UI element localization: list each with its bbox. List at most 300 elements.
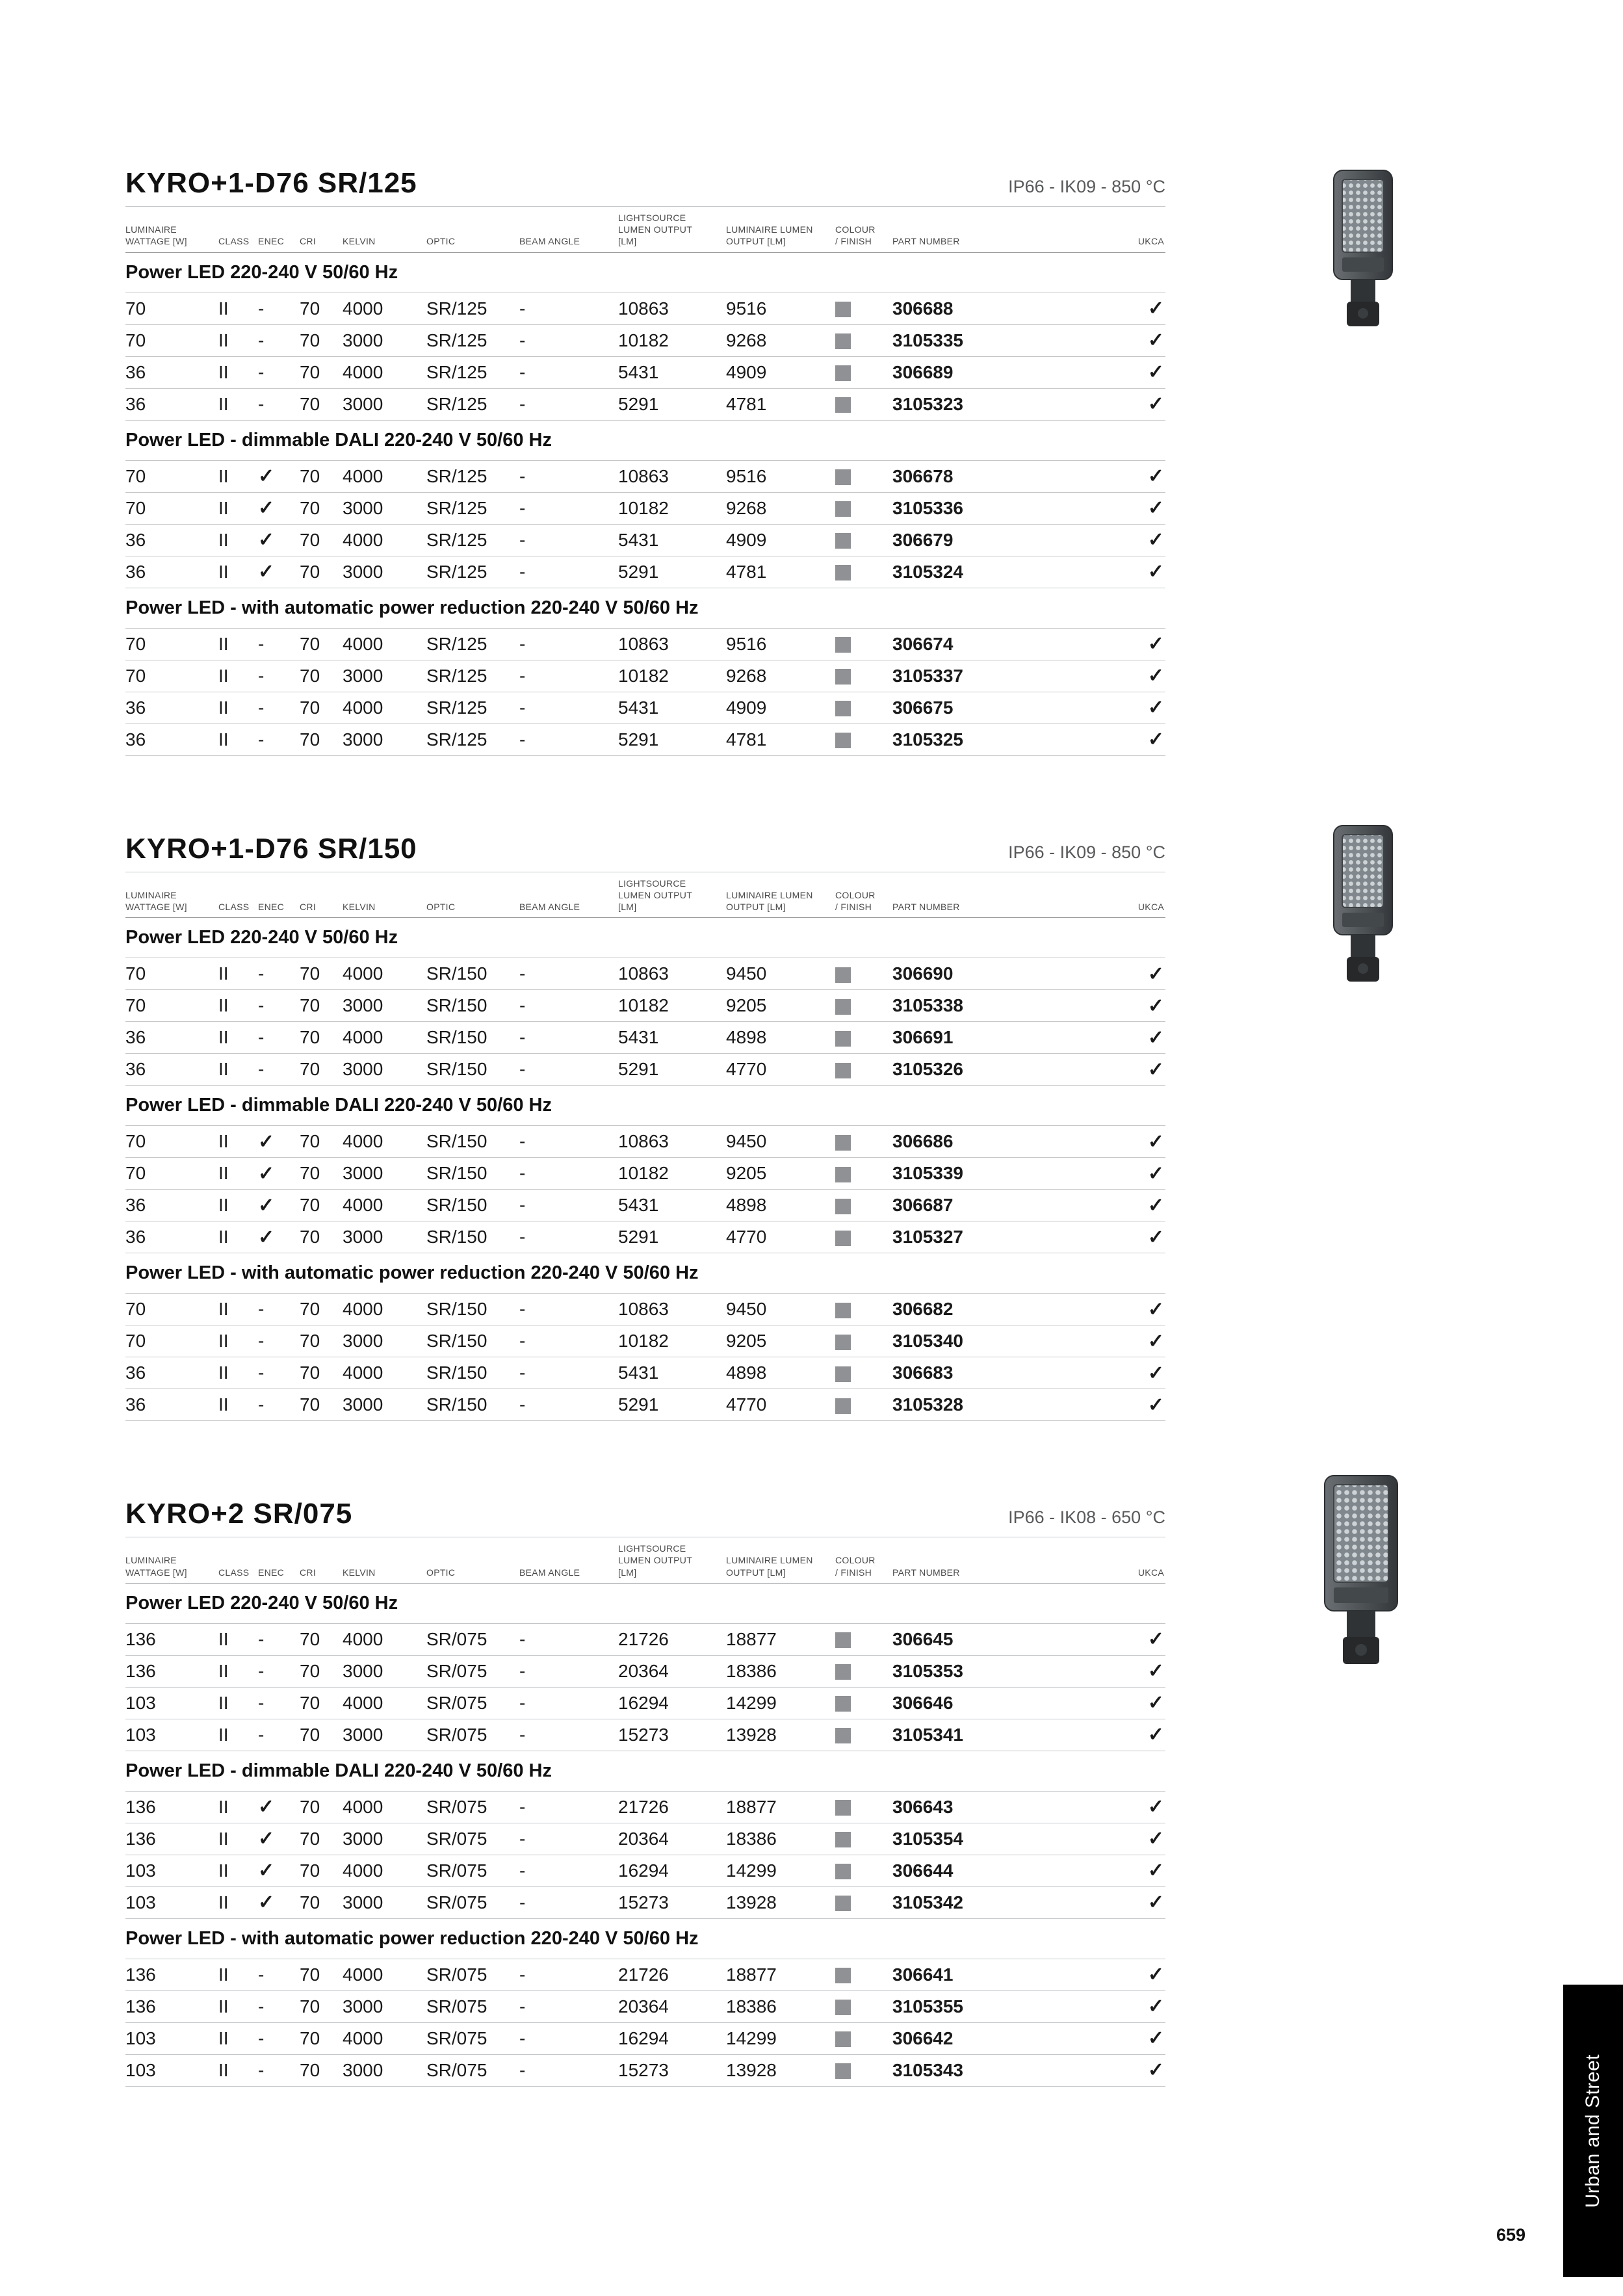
cell-colour-finish: [835, 1059, 892, 1080]
colour-swatch: [835, 333, 851, 349]
cell-cri: 70: [300, 1964, 320, 1985]
column-header: LUMINAIRE LUMEN OUTPUT [LM]: [726, 224, 813, 247]
cell-wattage: 70: [125, 465, 146, 486]
cell-part-number: 306689: [892, 361, 954, 382]
table-row: [125, 1855, 1165, 1887]
colour-swatch: [835, 1632, 851, 1648]
colour-swatch: [835, 501, 851, 517]
cell-class: II: [218, 2059, 229, 2080]
cell-colour-finish: [835, 1996, 892, 2017]
cell-beam_angle: -: [519, 330, 526, 350]
cell-wattage: 36: [125, 1363, 146, 1383]
cell-class: II: [218, 995, 229, 1016]
cell-optic: SR/150: [426, 995, 487, 1016]
cell-wattage: 36: [125, 361, 146, 382]
cell-class: II: [218, 561, 229, 582]
category-side-tab: [1563, 1985, 1623, 2277]
cell-ukca: ✓: [1147, 1692, 1164, 1714]
cell-cri: 70: [300, 633, 320, 654]
cell-class: II: [218, 1131, 229, 1152]
cell-class: II: [218, 465, 229, 486]
cell-beam_angle: -: [519, 1331, 526, 1351]
cell-class: II: [218, 1195, 229, 1216]
cell-beam_angle: -: [519, 1227, 526, 1247]
cell-class: II: [218, 1692, 229, 1713]
table-row: [125, 1719, 1165, 1751]
cell-enec: ✓: [258, 497, 275, 519]
group-label: Power LED 220-240 V 50/60 Hz: [125, 918, 1165, 958]
column-header: PART NUMBER: [892, 236, 960, 247]
cell-kelvin: 4000: [343, 633, 383, 654]
cell-luminaire_lm: 9516: [726, 298, 767, 319]
cell-luminaire_lm: 18386: [726, 1660, 777, 1681]
table-row: [125, 724, 1165, 756]
cell-part-number: 306691: [892, 1027, 954, 1048]
table-row: [125, 1022, 1165, 1054]
cell-class: II: [218, 298, 229, 319]
cell-optic: SR/150: [426, 1227, 487, 1247]
street-luminaire-icon: [1326, 168, 1400, 332]
colour-swatch: [835, 1800, 851, 1816]
cell-optic: SR/075: [426, 1892, 487, 1912]
cell-luminaire_lm: 14299: [726, 2028, 777, 2048]
cell-class: II: [218, 1299, 229, 1320]
cell-kelvin: 4000: [343, 1692, 383, 1713]
cell-lightsource_lm: 16294: [618, 2028, 669, 2048]
cell-kelvin: 3000: [343, 1892, 383, 1912]
cell-wattage: 103: [125, 2059, 156, 2080]
cell-kelvin: 3000: [343, 2059, 383, 2080]
cell-enec: -: [258, 963, 265, 984]
column-header: CLASS: [218, 236, 250, 247]
ip-rating: IP66 - IK09 - 850 °C: [1008, 842, 1165, 862]
cell-cri: 70: [300, 1660, 320, 1681]
cell-part-number: 306683: [892, 1363, 954, 1383]
table-row: [125, 525, 1165, 556]
cell-class: II: [218, 1059, 229, 1080]
cell-beam_angle: -: [519, 697, 526, 718]
cell-luminaire_lm: 4770: [726, 1059, 767, 1080]
cell-enec: -: [258, 697, 265, 718]
cell-wattage: 136: [125, 1660, 156, 1681]
column-header: ENEC: [258, 236, 285, 247]
table-row: [125, 1325, 1165, 1357]
cell-part-number: 306642: [892, 2028, 954, 2048]
cell-kelvin: 3000: [343, 1163, 383, 1184]
column-header: ENEC: [258, 901, 285, 912]
cell-part-number: 306643: [892, 1796, 954, 1817]
cell-beam_angle: -: [519, 995, 526, 1016]
cell-cri: 70: [300, 1796, 320, 1817]
cell-beam_angle: -: [519, 1299, 526, 1320]
colour-swatch: [835, 637, 851, 653]
cell-optic: SR/075: [426, 1724, 487, 1745]
table-row: [125, 629, 1165, 660]
cell-part-number: 3105337: [892, 665, 964, 686]
cell-enec: ✓: [258, 561, 275, 583]
cell-part-number: 306674: [892, 633, 954, 654]
colour-swatch: [835, 1231, 851, 1246]
cell-kelvin: 3000: [343, 1059, 383, 1080]
cell-beam_angle: -: [519, 1363, 526, 1383]
column-header: UKCA: [1137, 1567, 1164, 1578]
cell-beam_angle: -: [519, 1692, 526, 1713]
group-label: Power LED 220-240 V 50/60 Hz: [125, 253, 1165, 293]
cell-optic: SR/150: [426, 1059, 487, 1080]
cell-optic: SR/150: [426, 1027, 487, 1048]
cell-enec: -: [258, 665, 265, 686]
cell-enec: ✓: [258, 1828, 275, 1850]
cell-colour-finish: [835, 394, 892, 415]
cell-colour-finish: [835, 1027, 892, 1048]
table-row: [125, 990, 1165, 1022]
cell-wattage: 70: [125, 963, 146, 984]
column-header: LUMINAIRE WATTAGE [W]: [125, 889, 187, 912]
cell-colour-finish: [835, 1829, 892, 1849]
cell-class: II: [218, 1027, 229, 1048]
cell-wattage: 36: [125, 1394, 146, 1415]
cell-beam_angle: -: [519, 1027, 526, 1048]
colour-swatch: [835, 1696, 851, 1712]
cell-kelvin: 4000: [343, 2028, 383, 2048]
table-row: [125, 2055, 1165, 2087]
cell-kelvin: 4000: [343, 361, 383, 382]
cell-enec: -: [258, 1692, 265, 1713]
cell-part-number: 306679: [892, 529, 954, 550]
product-section: [125, 167, 1165, 756]
cell-cri: 70: [300, 697, 320, 718]
cell-lightsource_lm: 21726: [618, 1964, 669, 1985]
cell-kelvin: 4000: [343, 697, 383, 718]
table-header: [125, 206, 1165, 253]
cell-cri: 70: [300, 1331, 320, 1351]
cell-class: II: [218, 1724, 229, 1745]
cell-part-number: 3105355: [892, 1996, 964, 2016]
cell-ukca: ✓: [1147, 1194, 1164, 1216]
column-header: COLOUR / FINISH: [835, 224, 876, 247]
cell-wattage: 70: [125, 665, 146, 686]
cell-beam_angle: -: [519, 361, 526, 382]
cell-optic: SR/125: [426, 465, 487, 486]
cell-wattage: 36: [125, 729, 146, 750]
cell-class: II: [218, 1828, 229, 1849]
cell-part-number: 3105338: [892, 995, 964, 1016]
cell-luminaire_lm: 9450: [726, 963, 767, 984]
cell-class: II: [218, 1363, 229, 1383]
cell-ukca: ✓: [1147, 1226, 1164, 1248]
cell-wattage: 136: [125, 1996, 156, 2016]
cell-optic: SR/075: [426, 1828, 487, 1849]
column-header: CLASS: [218, 901, 250, 912]
cell-cri: 70: [300, 1163, 320, 1184]
cell-part-number: 3105342: [892, 1892, 964, 1912]
column-header: PART NUMBER: [892, 901, 960, 912]
cell-wattage: 136: [125, 1796, 156, 1817]
cell-ukca: ✓: [1147, 995, 1164, 1017]
cell-ukca: ✓: [1147, 665, 1164, 687]
cell-enec: -: [258, 1027, 265, 1048]
cell-beam_angle: -: [519, 2059, 526, 2080]
cell-optic: SR/125: [426, 529, 487, 550]
cell-beam_angle: -: [519, 1131, 526, 1152]
cell-kelvin: 4000: [343, 1964, 383, 1985]
cell-wattage: 70: [125, 1331, 146, 1351]
column-header: OPTIC: [426, 236, 456, 247]
colour-swatch: [835, 533, 851, 549]
cell-wattage: 36: [125, 697, 146, 718]
cell-colour-finish: [835, 1299, 892, 1320]
cell-enec: -: [258, 2059, 265, 2080]
cell-optic: SR/150: [426, 1131, 487, 1152]
cell-enec: -: [258, 361, 265, 382]
cell-lightsource_lm: 10182: [618, 995, 669, 1016]
cell-enec: ✓: [258, 1796, 275, 1818]
cell-ukca: ✓: [1147, 1860, 1164, 1882]
cell-part-number: 3105354: [892, 1828, 964, 1849]
column-header: LIGHTSOURCE LUMEN OUTPUT [LM]: [618, 1543, 692, 1578]
cell-ukca: ✓: [1147, 1628, 1164, 1650]
street-luminaire-icon: [1326, 823, 1400, 987]
cell-cri: 70: [300, 2028, 320, 2048]
section-head: [125, 167, 1165, 206]
table-row: [125, 660, 1165, 692]
cell-ukca: ✓: [1147, 633, 1164, 655]
cell-part-number: 3105343: [892, 2059, 964, 2080]
cell-ukca: ✓: [1147, 298, 1164, 320]
cell-wattage: 36: [125, 1027, 146, 1048]
cell-lightsource_lm: 10182: [618, 665, 669, 686]
cell-enec: ✓: [258, 1892, 275, 1914]
cell-beam_angle: -: [519, 393, 526, 414]
cell-cri: 70: [300, 1027, 320, 1048]
cell-ukca: ✓: [1147, 1892, 1164, 1914]
column-header: LUMINAIRE WATTAGE [W]: [125, 224, 187, 247]
cell-beam_angle: -: [519, 1660, 526, 1681]
cell-ukca: ✓: [1147, 1796, 1164, 1818]
group-label: Power LED - dimmable DALI 220-240 V 50/60 Hz: [125, 1086, 1165, 1126]
column-header: LIGHTSOURCE LUMEN OUTPUT [LM]: [618, 213, 692, 247]
cell-optic: SR/125: [426, 298, 487, 319]
cell-colour-finish: [835, 729, 892, 750]
cell-wattage: 103: [125, 1724, 156, 1745]
colour-swatch: [835, 967, 851, 983]
cell-ukca: ✓: [1147, 1660, 1164, 1682]
cell-luminaire_lm: 4909: [726, 697, 767, 718]
cell-colour-finish: [835, 330, 892, 351]
cell-ukca: ✓: [1147, 1026, 1164, 1049]
cell-optic: SR/075: [426, 2059, 487, 2080]
colour-swatch: [835, 302, 851, 317]
cell-optic: SR/075: [426, 1796, 487, 1817]
colour-swatch: [835, 1728, 851, 1743]
cell-luminaire_lm: 18386: [726, 1828, 777, 1849]
cell-cri: 70: [300, 330, 320, 350]
cell-cri: 70: [300, 995, 320, 1016]
cell-colour-finish: [835, 1394, 892, 1415]
table-header: [125, 872, 1165, 919]
table-row: [125, 1389, 1165, 1421]
cell-cri: 70: [300, 561, 320, 582]
cell-wattage: 70: [125, 1163, 146, 1184]
cell-ukca: ✓: [1147, 1394, 1164, 1416]
table-row: [125, 1294, 1165, 1325]
cell-wattage: 136: [125, 1628, 156, 1649]
cell-part-number: 3105327: [892, 1227, 964, 1247]
ip-rating: IP66 - IK08 - 650 °C: [1008, 1507, 1165, 1528]
section-head: [125, 832, 1165, 872]
group-label: Power LED 220-240 V 50/60 Hz: [125, 1584, 1165, 1624]
cell-ukca: ✓: [1147, 1996, 1164, 2018]
cell-colour-finish: [835, 995, 892, 1016]
cell-lightsource_lm: 10182: [618, 497, 669, 518]
cell-lightsource_lm: 5431: [618, 529, 659, 550]
cell-wattage: 70: [125, 633, 146, 654]
cell-cri: 70: [300, 361, 320, 382]
cell-kelvin: 4000: [343, 1363, 383, 1383]
cell-enec: ✓: [258, 1226, 275, 1248]
cell-optic: SR/125: [426, 697, 487, 718]
cell-class: II: [218, 1163, 229, 1184]
cell-colour-finish: [835, 1227, 892, 1247]
cell-lightsource_lm: 20364: [618, 1828, 669, 1849]
cell-luminaire_lm: 9268: [726, 665, 767, 686]
cell-enec: -: [258, 393, 265, 414]
cell-kelvin: 3000: [343, 1331, 383, 1351]
colour-swatch: [835, 1896, 851, 1911]
colour-swatch: [835, 1167, 851, 1182]
cell-luminaire_lm: 9205: [726, 995, 767, 1016]
cell-class: II: [218, 1964, 229, 1985]
table-body: [125, 1584, 1165, 2087]
cell-optic: SR/075: [426, 1964, 487, 1985]
cell-luminaire_lm: 9205: [726, 1163, 767, 1184]
column-header: COLOUR / FINISH: [835, 889, 876, 912]
cell-kelvin: 3000: [343, 497, 383, 518]
cell-luminaire_lm: 9268: [726, 330, 767, 350]
cell-ukca: ✓: [1147, 1964, 1164, 1986]
cell-luminaire_lm: 18877: [726, 1964, 777, 1985]
cell-kelvin: 4000: [343, 1131, 383, 1152]
cell-part-number: 306646: [892, 1692, 954, 1713]
cell-class: II: [218, 1628, 229, 1649]
sections-container: [125, 0, 1165, 2087]
cell-ukca: ✓: [1147, 729, 1164, 751]
cell-kelvin: 4000: [343, 298, 383, 319]
cell-ukca: ✓: [1147, 1162, 1164, 1184]
cell-luminaire_lm: 4898: [726, 1027, 767, 1048]
column-header: CRI: [300, 236, 317, 247]
cell-lightsource_lm: 16294: [618, 1692, 669, 1713]
cell-lightsource_lm: 5431: [618, 697, 659, 718]
cell-luminaire_lm: 4898: [726, 1363, 767, 1383]
cell-ukca: ✓: [1147, 561, 1164, 583]
cell-class: II: [218, 1892, 229, 1912]
cell-beam_angle: -: [519, 1964, 526, 1985]
cell-part-number: 306641: [892, 1964, 954, 1985]
cell-optic: SR/150: [426, 1363, 487, 1383]
cell-enec: -: [258, 1059, 265, 1080]
table-row: [125, 1221, 1165, 1253]
cell-ukca: ✓: [1147, 697, 1164, 719]
table-row: [125, 325, 1165, 357]
cell-class: II: [218, 665, 229, 686]
cell-class: II: [218, 1996, 229, 2016]
colour-swatch: [835, 1366, 851, 1382]
cell-part-number: 306678: [892, 465, 954, 486]
column-header: LUMINAIRE LUMEN OUTPUT [LM]: [726, 1555, 813, 1578]
cell-part-number: 3105353: [892, 1660, 964, 1681]
cell-class: II: [218, 1860, 229, 1881]
product-image-kyro2-sr075: [1319, 1473, 1403, 1671]
cell-ukca: ✓: [1147, 1828, 1164, 1850]
cell-enec: -: [258, 1964, 265, 1985]
colour-swatch: [835, 1664, 851, 1680]
colour-swatch: [835, 469, 851, 485]
cell-enec: -: [258, 298, 265, 319]
cell-colour-finish: [835, 1964, 892, 1985]
table-row: [125, 1656, 1165, 1688]
cell-wattage: 36: [125, 1195, 146, 1216]
column-header: BEAM ANGLE: [519, 236, 580, 247]
cell-part-number: 306644: [892, 1860, 954, 1881]
cell-cri: 70: [300, 963, 320, 984]
product-section: [125, 832, 1165, 1422]
cell-part-number: 3105340: [892, 1331, 964, 1351]
cell-colour-finish: [835, 1892, 892, 1913]
cell-part-number: 306688: [892, 298, 954, 319]
cell-ukca: ✓: [1147, 1362, 1164, 1384]
cell-cri: 70: [300, 2059, 320, 2080]
cell-part-number: 3105324: [892, 561, 964, 582]
cell-enec: -: [258, 729, 265, 750]
cell-part-number: 3105339: [892, 1163, 964, 1184]
cell-wattage: 103: [125, 1692, 156, 1713]
cell-lightsource_lm: 5431: [618, 1363, 659, 1383]
column-header: KELVIN: [343, 901, 376, 912]
cell-cri: 70: [300, 1892, 320, 1912]
table-row: [125, 2023, 1165, 2055]
column-header: UKCA: [1137, 901, 1164, 912]
column-header: PART NUMBER: [892, 1567, 960, 1578]
cell-lightsource_lm: 5291: [618, 1227, 659, 1247]
cell-lightsource_lm: 5431: [618, 1195, 659, 1216]
cell-cri: 70: [300, 1131, 320, 1152]
cell-colour-finish: [835, 666, 892, 686]
cell-colour-finish: [835, 963, 892, 984]
cell-optic: SR/075: [426, 1860, 487, 1881]
cell-cri: 70: [300, 1724, 320, 1745]
cell-wattage: 103: [125, 1892, 156, 1912]
cell-beam_angle: -: [519, 665, 526, 686]
cell-lightsource_lm: 10863: [618, 1131, 669, 1152]
cell-wattage: 70: [125, 1299, 146, 1320]
cell-kelvin: 4000: [343, 1299, 383, 1320]
cell-part-number: 3105325: [892, 729, 964, 750]
table-row: [125, 1158, 1165, 1190]
table-row: [125, 1126, 1165, 1158]
table-row: [125, 1887, 1165, 1919]
cell-beam_angle: -: [519, 1195, 526, 1216]
cell-enec: -: [258, 2028, 265, 2048]
column-header: ENEC: [258, 1567, 285, 1578]
cell-optic: SR/075: [426, 1660, 487, 1681]
cell-enec: ✓: [258, 1860, 275, 1882]
cell-enec: -: [258, 1363, 265, 1383]
cell-lightsource_lm: 21726: [618, 1796, 669, 1817]
cell-beam_angle: -: [519, 1628, 526, 1649]
cell-part-number: 306686: [892, 1131, 954, 1152]
cell-class: II: [218, 697, 229, 718]
